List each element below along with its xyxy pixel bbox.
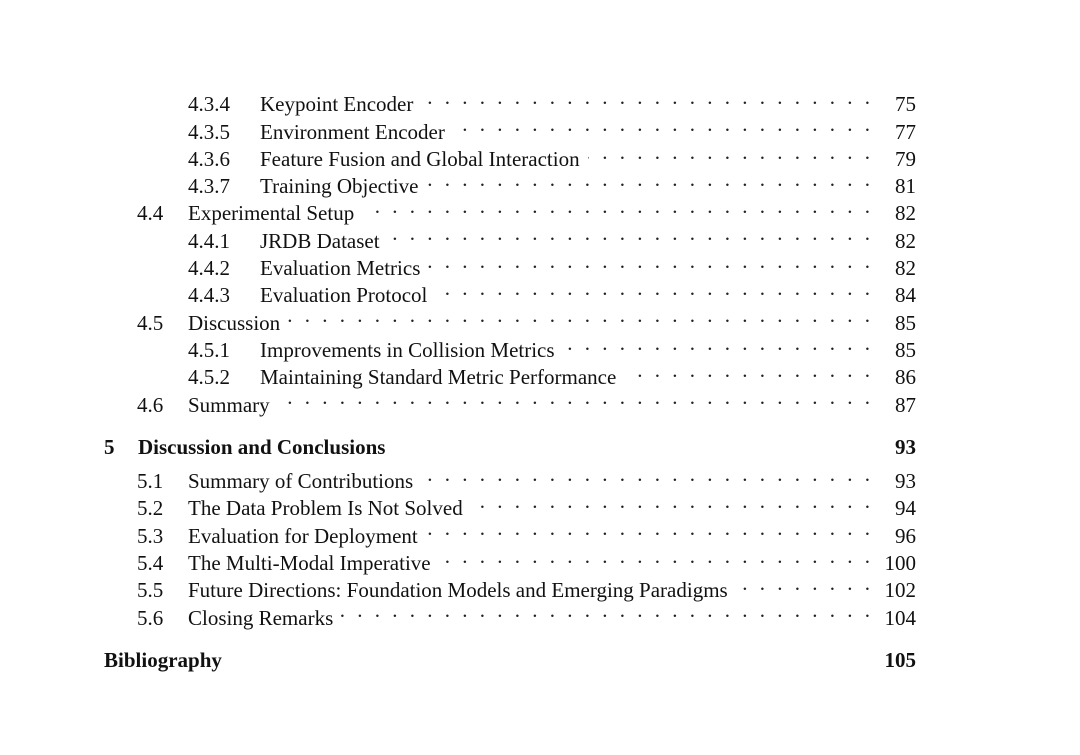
toc-entry-page: 93 — [895, 469, 916, 494]
toc-entry-title: The Multi-Modal Imperative — [188, 551, 431, 576]
dot-leader — [471, 488, 870, 515]
toc-entry-number: 5.4 — [137, 551, 164, 576]
toc-entry-number: 5.5 — [137, 578, 164, 603]
toc-entry-title: The Data Problem Is Not Solved — [188, 496, 463, 521]
chapter-title: Discussion and Conclusions — [138, 434, 386, 459]
toc-entry-number: 4.5.2 — [188, 365, 230, 390]
toc-entry-page: 94 — [895, 496, 916, 521]
toc-entry-page: 81 — [895, 174, 916, 199]
toc-entry-title: Feature Fusion and Global Interaction — [260, 146, 580, 171]
toc-entry-page: 96 — [895, 523, 916, 548]
toc-entry-title: Summary of Contributions — [188, 469, 414, 494]
toc-entry-number: 4.3.7 — [188, 174, 230, 199]
toc-entry-title: Keypoint Encoder — [260, 92, 414, 117]
dot-leader — [563, 330, 870, 357]
dot-leader — [453, 111, 870, 138]
toc-entry-number: 5.2 — [137, 496, 164, 521]
dot-leader — [362, 193, 870, 220]
toc-entry-title: Improvements in Collision Metrics — [260, 337, 555, 362]
toc-entry-title: Closing Remarks — [188, 605, 334, 630]
toc-entry-page: 87 — [895, 392, 916, 417]
dot-leader — [421, 461, 870, 488]
dot-leader — [428, 248, 870, 275]
toc-entry-number: 4.4.2 — [188, 256, 230, 281]
dot-leader — [736, 570, 870, 597]
toc-entry-number: 5.3 — [137, 523, 164, 548]
table-of-contents — [104, 84, 916, 674]
toc-entry-title: Discussion — [188, 310, 281, 335]
toc-entry-number: 4.3.6 — [188, 146, 230, 171]
dot-leader — [439, 543, 870, 570]
dot-leader — [426, 515, 870, 542]
chapter-number: 5 — [104, 434, 115, 459]
toc-entry-page: 86 — [895, 365, 916, 390]
toc-entry-page: 102 — [884, 578, 916, 603]
toc-entry-number: 4.4 — [137, 201, 164, 226]
dot-leader — [435, 275, 870, 302]
toc-entry[interactable] — [104, 461, 916, 494]
dot-leader — [341, 597, 870, 624]
toc-chapter-heading[interactable] — [104, 434, 916, 461]
toc-entry-title: Training Objective — [260, 174, 419, 199]
dot-leader — [278, 384, 870, 411]
toc-entry-page: 85 — [895, 337, 916, 362]
chapter-page: 93 — [895, 434, 916, 459]
toc-entry[interactable] — [104, 84, 916, 117]
toc-entry-page: 85 — [895, 310, 916, 335]
toc-entry-number: 4.6 — [137, 392, 164, 417]
toc-entry-title: Evaluation Protocol — [260, 283, 428, 308]
dot-leader — [588, 139, 870, 166]
toc-entry-number: 4.5.1 — [188, 337, 230, 362]
toc-entry-title: Summary — [188, 392, 270, 417]
bibliography-page: 105 — [884, 647, 916, 672]
toc-entry-number: 4.5 — [137, 310, 164, 335]
toc-entry-number: 4.4.1 — [188, 228, 230, 253]
toc-entry-page: 82 — [895, 201, 916, 226]
toc-entry-number: 4.3.4 — [188, 92, 230, 117]
bibliography-title: Bibliography — [104, 647, 222, 672]
dot-leader — [421, 84, 870, 111]
toc-entry-page: 100 — [884, 551, 916, 576]
toc-entry-title: Environment Encoder — [260, 119, 445, 144]
toc-entry-number: 4.4.3 — [188, 283, 230, 308]
toc-entry-title: Experimental Setup — [188, 201, 355, 226]
toc-entry-number: 5.1 — [137, 469, 164, 494]
toc-entry-page: 104 — [884, 605, 916, 630]
dot-leader — [426, 166, 870, 193]
toc-entry-page: 82 — [895, 228, 916, 253]
dot-leader — [288, 302, 870, 329]
dot-leader — [624, 357, 870, 384]
toc-entry-page: 82 — [895, 256, 916, 281]
toc-entry-page: 75 — [895, 92, 916, 117]
toc-entry-page: 79 — [895, 146, 916, 171]
toc-entry-title: Evaluation Metrics — [260, 256, 421, 281]
toc-entry-title: JRDB Dataset — [260, 228, 380, 253]
dot-leader — [388, 220, 870, 247]
toc-entry-number: 4.3.5 — [188, 119, 230, 144]
toc-entry-title: Future Directions: Foundation Models and Emerging Paradigms — [188, 578, 728, 603]
toc-entry-number: 5.6 — [137, 605, 164, 630]
toc-entry-page: 77 — [895, 119, 916, 144]
toc-entry-title: Evaluation for Deployment — [188, 523, 418, 548]
toc-bibliography[interactable] — [104, 647, 916, 674]
toc-entry-page: 84 — [895, 283, 916, 308]
toc-entry-title: Maintaining Standard Metric Performance — [260, 365, 617, 390]
